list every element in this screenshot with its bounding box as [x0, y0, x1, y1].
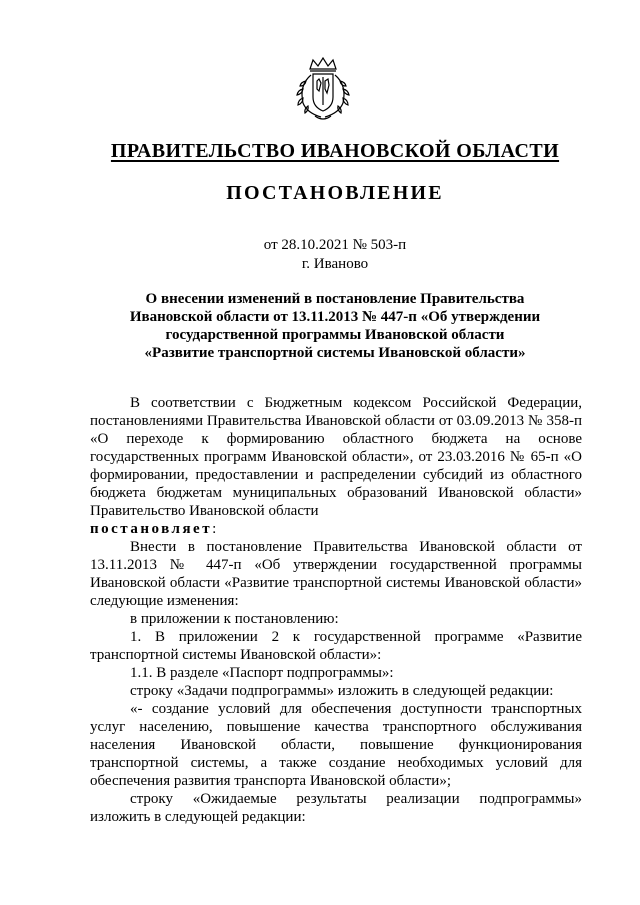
ivanovo-coat-of-arms-icon [293, 55, 353, 125]
body-paragraph: в приложении к постановлению: [130, 611, 339, 627]
body-paragraph: 1. В приложении 2 к государственной программе «Развитие транспортной системы Ивановской области»: [90, 629, 582, 663]
document-type: ПОСТАНОВЛЕНИЕ [226, 182, 444, 204]
body-paragraph: 1.1. В разделе «Паспорт подпрограммы»: [130, 665, 394, 681]
resolves-colon: : [212, 521, 217, 537]
subject-line: О внесении изменений в постановление Правительства [145, 291, 525, 307]
subject-line: «Развитие транспортной системы Ивановской области» [144, 345, 526, 361]
document-body [90, 394, 582, 826]
body-paragraph: строку «Ожидаемые результаты реализации подпрограммы» изложить в следующей редакции: [90, 791, 582, 825]
body-paragraph: «- создание условий для обеспечения доступности транспортных услуг населению, повышение качества транспортного обслуживания населения Ивановской области, повышение функционирования транспортной системы, а также создание необходимых условий для обеспечения развития транспорта Ивановской области»; [90, 701, 582, 789]
document-city: г. Иваново [301, 256, 369, 272]
preamble-paragraph: В соответствии с Бюджетным кодексом Российской Федерации, постановлениями Правительства Ивановской области от 03.09.2013 № 358-п «О переходе к формированию областного бюджета на основе государственных программ Ивановской области», от 23.03.2016 № 65-п «О формировании, предоставлении и распределении субсидий из областного бюджета бюджетам муниципальных образований Ивановской области» Правительство Ивановской области [90, 395, 582, 519]
document-date-number: от 28.10.2021 № 503-п [263, 237, 407, 253]
government-title: ПРАВИТЕЛЬСТВО ИВАНОВСКОЙ ОБЛАСТИ [110, 140, 560, 162]
subject-line: государственной программы Ивановской области [165, 327, 505, 343]
resolves-paragraph [90, 520, 582, 538]
resolves-word: постановляет [90, 521, 213, 537]
subject-line: Ивановской области от 13.11.2013 № 447-п «Об утверждении [129, 309, 541, 325]
body-paragraph: строку «Задачи подпрограммы» изложить в следующей редакции: [130, 683, 554, 699]
document-subject [90, 290, 580, 362]
body-paragraph: Внести в постановление Правительства Ивановской области от 13.11.2013 № 447-п «Об утверждении государственной программы Ивановской области «Развитие транспортной системы Ивановской области» следующие изменения: [90, 539, 582, 609]
